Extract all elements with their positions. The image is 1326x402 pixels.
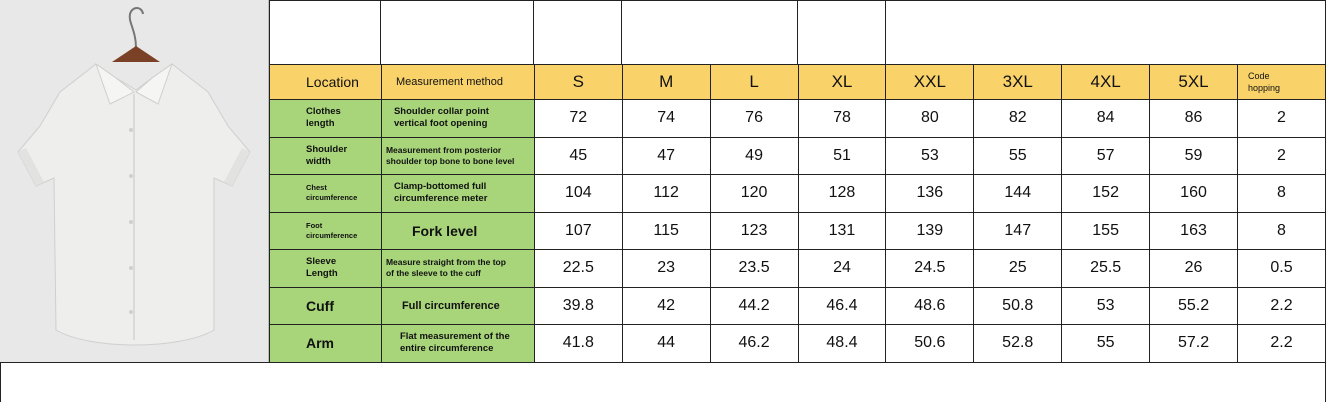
cell-value: 23.5 bbox=[710, 250, 798, 288]
cell-value: 139 bbox=[886, 212, 974, 250]
cell-value: 48.6 bbox=[886, 287, 974, 325]
cell-code-hopping: 2 bbox=[1237, 137, 1325, 175]
header-size-xl: XL bbox=[798, 65, 886, 100]
cell-value: 23 bbox=[622, 250, 710, 288]
top-blank-cell-2 bbox=[381, 0, 534, 64]
cell-value: 112 bbox=[622, 175, 710, 213]
cell-value: 39.8 bbox=[534, 287, 622, 325]
cell-value: 44 bbox=[622, 325, 710, 363]
product-photo bbox=[0, 0, 269, 362]
cell-value: 48.4 bbox=[798, 325, 886, 363]
table-row bbox=[270, 325, 1326, 363]
row-location: Clothes length bbox=[270, 100, 382, 138]
row-location: Chest circumference bbox=[270, 175, 382, 213]
top-blank-cell-5 bbox=[798, 0, 886, 64]
cell-value: 53 bbox=[1062, 287, 1150, 325]
cell-value: 80 bbox=[886, 100, 974, 138]
cell-value: 86 bbox=[1150, 100, 1238, 138]
cell-value: 120 bbox=[710, 175, 798, 213]
shirt-illustration bbox=[0, 0, 269, 362]
row-method: Clamp-bottomed full circumference meter bbox=[381, 175, 534, 213]
header-measurement-method: Measurement method bbox=[381, 65, 534, 100]
cell-value: 24.5 bbox=[886, 250, 974, 288]
top-blank-cell-4 bbox=[622, 0, 798, 64]
cell-value: 144 bbox=[974, 175, 1062, 213]
cell-value: 82 bbox=[974, 100, 1062, 138]
cell-value: 47 bbox=[622, 137, 710, 175]
cell-value: 84 bbox=[1062, 100, 1150, 138]
header-size-5xl: 5XL bbox=[1150, 65, 1238, 100]
header-size-xxl: XXL bbox=[886, 65, 974, 100]
table-row bbox=[270, 212, 1326, 250]
cell-value: 52.8 bbox=[974, 325, 1062, 363]
cell-value: 49 bbox=[710, 137, 798, 175]
table-row bbox=[270, 137, 1326, 175]
header-size-4xl: 4XL bbox=[1062, 65, 1150, 100]
cell-value: 76 bbox=[710, 100, 798, 138]
row-method: Measurement from posterior shoulder top bone to bone level bbox=[381, 137, 534, 175]
cell-value: 45 bbox=[534, 137, 622, 175]
cell-value: 136 bbox=[886, 175, 974, 213]
cell-code-hopping: 2.2 bbox=[1237, 325, 1325, 363]
cell-value: 44.2 bbox=[710, 287, 798, 325]
cell-value: 123 bbox=[710, 212, 798, 250]
row-method: Full circumference bbox=[381, 287, 534, 325]
cell-value: 78 bbox=[798, 100, 886, 138]
header-size-s: S bbox=[534, 65, 622, 100]
row-location: Shoulder width bbox=[270, 137, 382, 175]
cell-value: 55.2 bbox=[1150, 287, 1238, 325]
cell-value: 55 bbox=[974, 137, 1062, 175]
header-size-l: L bbox=[710, 65, 798, 100]
cell-value: 74 bbox=[622, 100, 710, 138]
cell-value: 50.8 bbox=[974, 287, 1062, 325]
cell-value: 24 bbox=[798, 250, 886, 288]
cell-value: 22.5 bbox=[534, 250, 622, 288]
cell-value: 55 bbox=[1062, 325, 1150, 363]
row-location: Sleeve Length bbox=[270, 250, 382, 288]
cell-value: 53 bbox=[886, 137, 974, 175]
cell-code-hopping: 8 bbox=[1237, 175, 1325, 213]
top-blank-cell-3 bbox=[534, 0, 622, 64]
cell-value: 72 bbox=[534, 100, 622, 138]
cell-value: 107 bbox=[534, 212, 622, 250]
cell-code-hopping: 2.2 bbox=[1237, 287, 1325, 325]
cell-value: 128 bbox=[798, 175, 886, 213]
cell-value: 160 bbox=[1150, 175, 1238, 213]
top-blank-cell-6 bbox=[886, 0, 1326, 64]
cell-value: 25.5 bbox=[1062, 250, 1150, 288]
bottom-blank-band bbox=[0, 362, 1326, 402]
header-location: Location bbox=[270, 65, 382, 100]
row-location: Arm bbox=[270, 325, 382, 363]
cell-value: 59 bbox=[1150, 137, 1238, 175]
table-row bbox=[270, 250, 1326, 288]
row-method: Fork level bbox=[381, 212, 534, 250]
cell-value: 46.2 bbox=[710, 325, 798, 363]
cell-value: 152 bbox=[1062, 175, 1150, 213]
cell-value: 131 bbox=[798, 212, 886, 250]
cell-value: 26 bbox=[1150, 250, 1238, 288]
cell-value: 51 bbox=[798, 137, 886, 175]
top-blank-cell-1 bbox=[269, 0, 381, 64]
cell-value: 42 bbox=[622, 287, 710, 325]
row-method: Shoulder collar point vertical foot opening bbox=[381, 100, 534, 138]
row-location: Foot circumference bbox=[270, 212, 382, 250]
table-row bbox=[270, 287, 1326, 325]
cell-value: 46.4 bbox=[798, 287, 886, 325]
cell-value: 57.2 bbox=[1150, 325, 1238, 363]
size-chart-table bbox=[269, 64, 1326, 363]
cell-code-hopping: 0.5 bbox=[1237, 250, 1325, 288]
header-code-hopping: Code hopping bbox=[1237, 65, 1325, 100]
header-size-m: M bbox=[622, 65, 710, 100]
row-method: Flat measurement of the entire circumference bbox=[381, 325, 534, 363]
cell-value: 57 bbox=[1062, 137, 1150, 175]
table-row bbox=[270, 175, 1326, 213]
cell-value: 50.6 bbox=[886, 325, 974, 363]
table-row bbox=[270, 100, 1326, 138]
table-header-row bbox=[270, 65, 1326, 100]
row-method: Measure straight from the top of the sleeve to the cuff bbox=[381, 250, 534, 288]
cell-code-hopping: 2 bbox=[1237, 100, 1325, 138]
cell-code-hopping: 8 bbox=[1237, 212, 1325, 250]
cell-value: 25 bbox=[974, 250, 1062, 288]
cell-value: 155 bbox=[1062, 212, 1150, 250]
cell-value: 115 bbox=[622, 212, 710, 250]
cell-value: 163 bbox=[1150, 212, 1238, 250]
header-size-3xl: 3XL bbox=[974, 65, 1062, 100]
cell-value: 41.8 bbox=[534, 325, 622, 363]
row-location: Cuff bbox=[270, 287, 382, 325]
cell-value: 104 bbox=[534, 175, 622, 213]
cell-value: 147 bbox=[974, 212, 1062, 250]
